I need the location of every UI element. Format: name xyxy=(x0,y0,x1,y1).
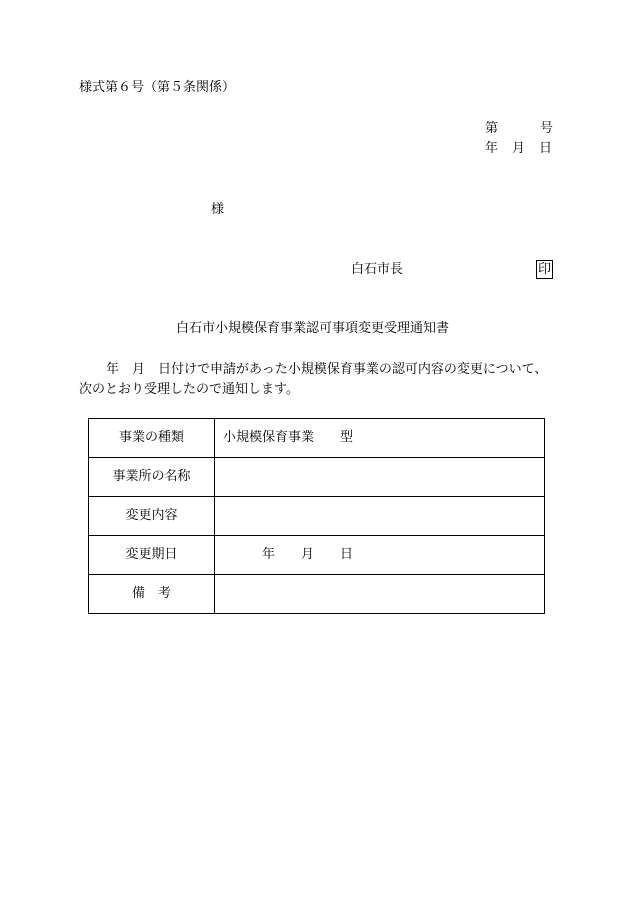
table-row xyxy=(89,575,545,614)
row-value-change-date xyxy=(215,536,545,575)
body-month: 月 xyxy=(132,362,146,377)
table-row xyxy=(89,536,545,575)
row-value-facility-name xyxy=(215,458,545,497)
row-label-change-content: 変更内容 xyxy=(89,497,215,536)
table-row xyxy=(89,497,545,536)
row-value-remarks xyxy=(215,575,545,614)
seal-mark: 印 xyxy=(538,262,552,277)
change-date-year: 年 xyxy=(262,547,276,562)
addressee-honorific: 様 xyxy=(211,202,225,217)
change-date-month: 月 xyxy=(301,547,315,562)
document-title: 白石市小規模保育事業認可事項変更受理通知書 xyxy=(176,321,450,336)
issuer-name: 白石市長 xyxy=(351,262,404,277)
body-year: 年 xyxy=(106,362,120,377)
row-label-business-type: 事業の種類 xyxy=(89,419,215,458)
body-line-2: 次のとおり受理したので通知します。 xyxy=(79,382,299,397)
table-row xyxy=(89,458,545,497)
row-label-remarks: 備 考 xyxy=(89,575,215,614)
row-value-business-type xyxy=(215,419,545,458)
details-table xyxy=(88,418,545,614)
business-type-prefix: 小規模保育事業 xyxy=(223,430,315,445)
row-value-change-content xyxy=(215,497,545,536)
row-label-facility-name: 事業所の名称 xyxy=(89,458,215,497)
issue-date xyxy=(485,141,552,157)
date-year: 年 xyxy=(485,141,499,156)
date-month: 月 xyxy=(512,141,526,156)
document-number xyxy=(485,121,553,137)
change-date-day: 日 xyxy=(340,547,354,562)
business-type-suffix: 型 xyxy=(340,430,354,445)
number-suffix: 号 xyxy=(540,121,554,136)
body-line-1 xyxy=(106,362,547,378)
table-row xyxy=(89,419,545,458)
number-prefix: 第 xyxy=(485,121,499,136)
row-label-change-date: 変更期日 xyxy=(89,536,215,575)
date-day: 日 xyxy=(539,141,553,156)
body-line-1-rest: 日付けで申請があった小規模保育事業の認可内容の変更について、 xyxy=(158,362,548,377)
form-id: 様式第６号（第５条関係） xyxy=(79,80,236,95)
